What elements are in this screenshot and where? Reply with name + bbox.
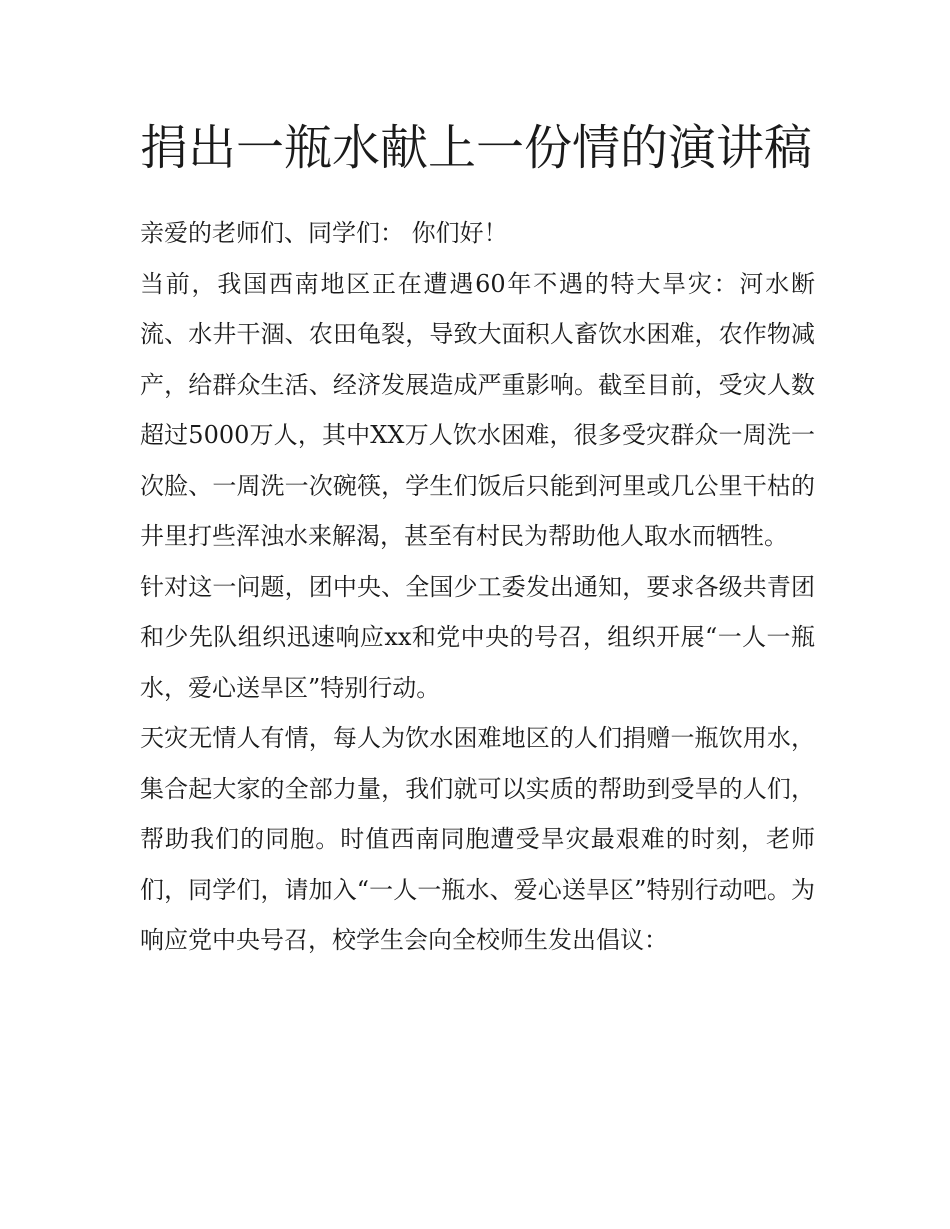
paragraph-greeting: 亲爱的老师们、同学们： 你们好！ (140, 219, 508, 247)
paragraph-appeal: 天灾无情人有情，每人为饮水困难地区的人们捐赠一瓶饮用水，集合起大家的全部力量，我们就可以实质的帮助到受旱的人们，帮助我们的同胞。时值西南同胞遭受旱灾最艰难的时刻，老师们，同学们，请加入“一人一瓶水、爱心送旱区”特别行动吧。为响应党中央号召，校学生会向全校师生发出倡议： (140, 724, 815, 954)
paragraph-notice: 针对这一问题，团中央、全国少工委发出通知，要求各级共青团和少先队组织迅速响应xx和党中央的号召，组织开展“一人一瓶水，爱心送旱区”特别行动。 (140, 572, 815, 702)
paragraph-list (140, 208, 815, 966)
document-body (140, 112, 815, 966)
document-title: 捐出一瓶水献上一份情的演讲稿 (140, 120, 813, 176)
paragraph-drought-situation: 当前，我国西南地区正在遭遇60年不遇的特大旱灾：河水断流、水井干涸、农田龟裂，导致大面积人畜饮水困难，农作物减产，给群众生活、经济发展造成严重影响。截至目前，受灾人数超过5000万人，其中XX万人饮水困难，很多受灾群众一周洗一次脸、一周洗一次碗筷，学生们饭后只能到河里或几公里干枯的井里打些浑浊水来解渴，甚至有村民为帮助他人取水而牺牲。 (140, 269, 815, 550)
